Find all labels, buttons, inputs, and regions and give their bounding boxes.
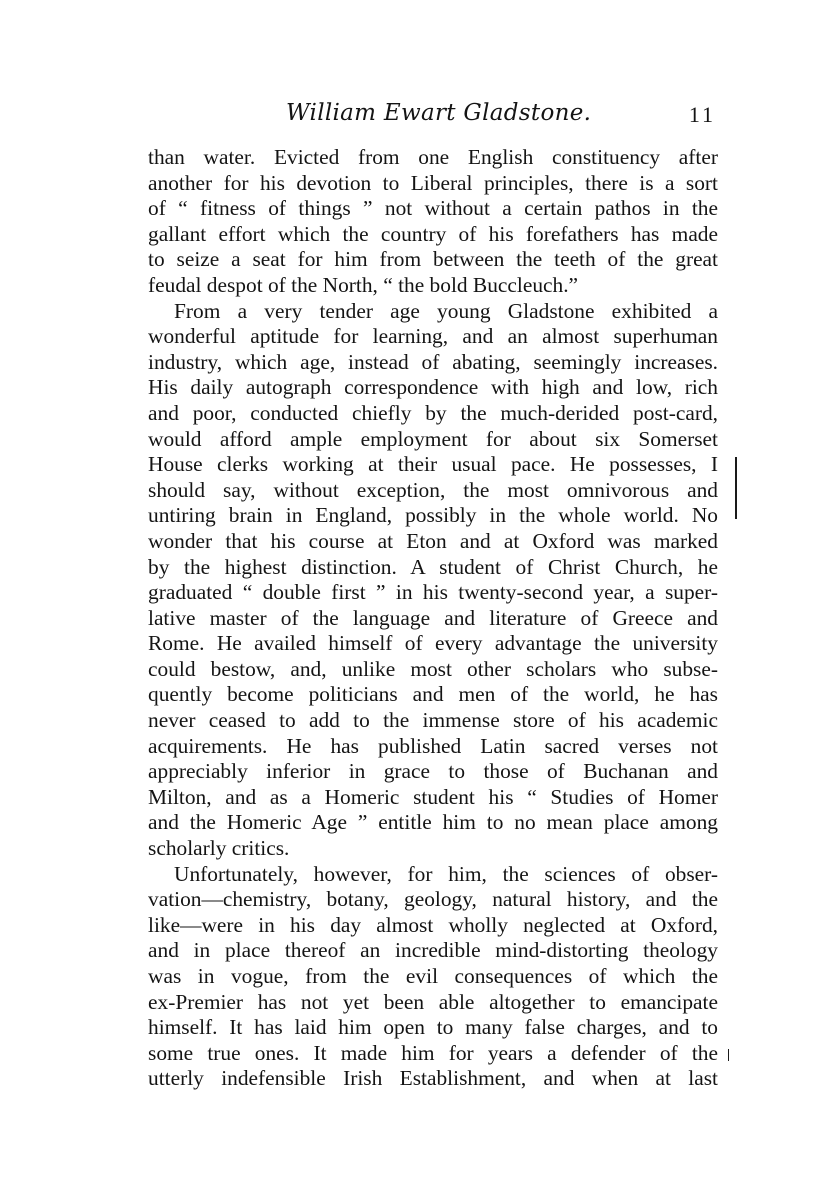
text-line: vation—chemistry, botany, geology, natural history, and the <box>148 887 718 912</box>
text-line: like—were in his day almost wholly neglected at Oxford, <box>148 912 718 937</box>
text-line: never ceased to add to the immense store of his academic <box>148 708 718 733</box>
paragraph-start: Unfortunately, however, for him, the sciences of obser- <box>174 861 718 886</box>
text-line: Rome. He availed himself of every advantage the university <box>148 631 718 656</box>
margin-mark <box>735 457 737 519</box>
text-line: scholarly critics. <box>148 836 290 861</box>
text-line: industry, which age, instead of abating, seemingly increases. <box>148 349 718 374</box>
text-line: and poor, conducted chiefly by the much-derided post-card, <box>148 400 718 425</box>
text-line: some true ones. It made him for years a defender of the <box>148 1040 718 1065</box>
text-line: by the highest distinction. A student of Christ Church, he <box>148 554 718 579</box>
text-line: utterly indefensible Irish Establishment, and when at last <box>148 1066 718 1091</box>
text-line: himself. It has laid him open to many false charges, and to <box>148 1015 718 1040</box>
body-text <box>148 145 718 1092</box>
text-line: gallant effort which the country of his forefathers has made <box>148 221 718 246</box>
text-line: appreciably inferior in grace to those of Buchanan and <box>148 759 718 784</box>
text-line: House clerks working at their usual pace. He possesses, I <box>148 452 718 477</box>
text-line: acquirements. He has published Latin sacred verses not <box>148 733 718 758</box>
text-line: wonderful aptitude for learning, and an almost superhuman <box>148 324 718 349</box>
text-line: His daily autograph correspondence with high and low, rich <box>148 375 718 400</box>
text-line: could bestow, and, unlike most other scholars who subse- <box>148 656 718 681</box>
text-line: quently become politicians and men of the world, he has <box>148 682 718 707</box>
text-line: was in vogue, from the evil consequences of which the <box>148 964 718 988</box>
text-line: Milton, and as a Homeric student his “ Studies of Homer <box>148 784 718 809</box>
page-header <box>148 100 718 134</box>
text-line: graduated “ double first ” in his twenty-second year, a super- <box>148 580 718 605</box>
page-number: 11 <box>688 102 716 127</box>
text-line: than water. Evicted from one English constituency after <box>148 145 718 169</box>
margin-mark <box>728 1049 729 1061</box>
text-line: feudal despot of the North, “ the bold Buccleuch.” <box>148 272 579 297</box>
text-line: wonder that his course at Eton and at Oxford was marked <box>148 528 718 553</box>
paragraph-start: From a very tender age young Gladstone exhibited a <box>174 298 718 323</box>
text-line: another for his devotion to Liberal principles, there is a sort <box>148 170 718 195</box>
text-line: would afford ample employment for about six Somerset <box>148 426 718 451</box>
text-line: of “ fitness of things ” not without a certain pathos in the <box>148 196 718 221</box>
text-line: untiring brain in England, possibly in the whole world. No <box>148 503 718 528</box>
text-line: should say, without exception, the most omnivorous and <box>148 477 718 502</box>
text-line: and in place thereof an incredible mind-distorting theology <box>148 938 718 963</box>
text-line: ex-Premier has not yet been able altogether to emancipate <box>148 989 718 1014</box>
text-line: and the Homeric Age ” entitle him to no mean place among <box>148 810 718 835</box>
text-line: lative master of the language and literature of Greece and <box>148 605 718 630</box>
text-line: to seize a seat for him from between the teeth of the great <box>148 247 718 272</box>
running-title: William Ewart Gladstone. <box>286 100 592 126</box>
